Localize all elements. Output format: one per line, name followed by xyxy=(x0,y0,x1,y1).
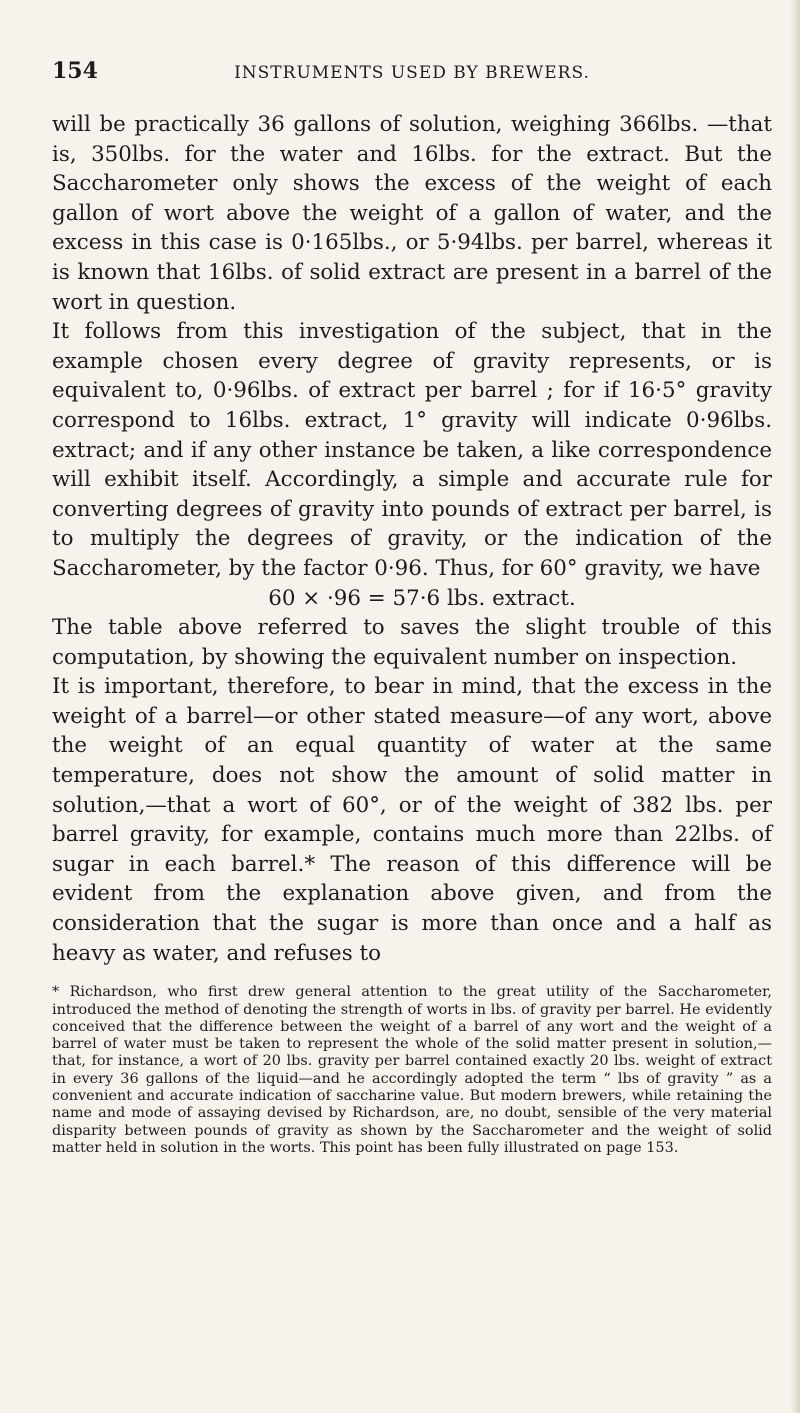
page-header xyxy=(52,58,772,102)
paragraph: The table above referred to saves the slight trouble of this computation, by showing the equivalent number on inspection. xyxy=(52,615,772,670)
footnote: * Richardson, who first drew general attention to the great utility of the Saccharometer, introduced the method of denoting the strength of worts in lbs. of gravity per barrel. He evidently conceived that the difference between the weight of a barrel of any wort and the weight of a barrel of water must be taken to represent the whole of the solid matter present in solution,—that, for instance, a wort of 20 lbs. gravity per barrel contained exactly 20 lbs. weight of extract in every 36 gallons of the liquid—and he accordingly adopted the term “ lbs of gravity ” as a convenient and accurate indication of saccharine value. But modern brewers, while retaining the name and mode of assaying devised by Richardson, are, no doubt, sensible of the very material disparity between pounds of gravity as shown by the Saccharometer and the weight of solid matter held in solution in the worts. This point has been fully illustrated on page 153. xyxy=(52,984,772,1156)
book-page xyxy=(52,58,772,1157)
page-edge-shadow xyxy=(790,0,800,1413)
equation: 60 × ·96 = 57·6 lbs. extract. xyxy=(268,585,576,611)
body-text xyxy=(52,110,772,968)
paragraph: will be practically 36 gallons of solution, weighing 366lbs. —that is, 350lbs. for the water and 16lbs. for the extract. But the Saccharometer only shows the excess of the weight of each gallon of wort above the weight of a gallon of water, and the excess in this case is 0·165lbs., or 5·94lbs. per barrel, whereas it is known that 16lbs. of solid extract are present in a barrel of the wort in question. xyxy=(52,112,772,315)
paragraph: It follows from this investigation of the subject, that in the example chosen every degree of gravity represents, or is equivalent to, 0·96lbs. of extract per barrel ; for if 16·5° gravity correspond to 16lbs. extract, 1° gravity will indicate 0·96lbs. extract; and if any other instance be taken, a like correspondence will exhibit itself. Accordingly, a simple and accurate rule for converting degrees of gravity into pounds of extract per barrel, is to multiply the degrees of gravity, or the indication of the Saccharometer, by the factor 0·96. Thus, for 60° gravity, we have xyxy=(52,319,772,581)
running-head: INSTRUMENTS USED BY BREWERS. xyxy=(234,63,590,83)
paragraph: It is important, therefore, to bear in mind, that the excess in the weight of a barrel—or other stated measure—of any wort, above the weight of an equal quantity of water at the same temperature, does not show the amount of solid matter in solution,—that a wort of 60°, or of the weight of 382 lbs. per barrel gravity, for example, contains much more than 22lbs. of sugar in each barrel.* The reason of this difference will be evident from the explanation above given, and from the consideration that the sugar is more than once and a half as heavy as water, and refuses to xyxy=(52,674,772,966)
page-number: 154 xyxy=(52,58,98,84)
